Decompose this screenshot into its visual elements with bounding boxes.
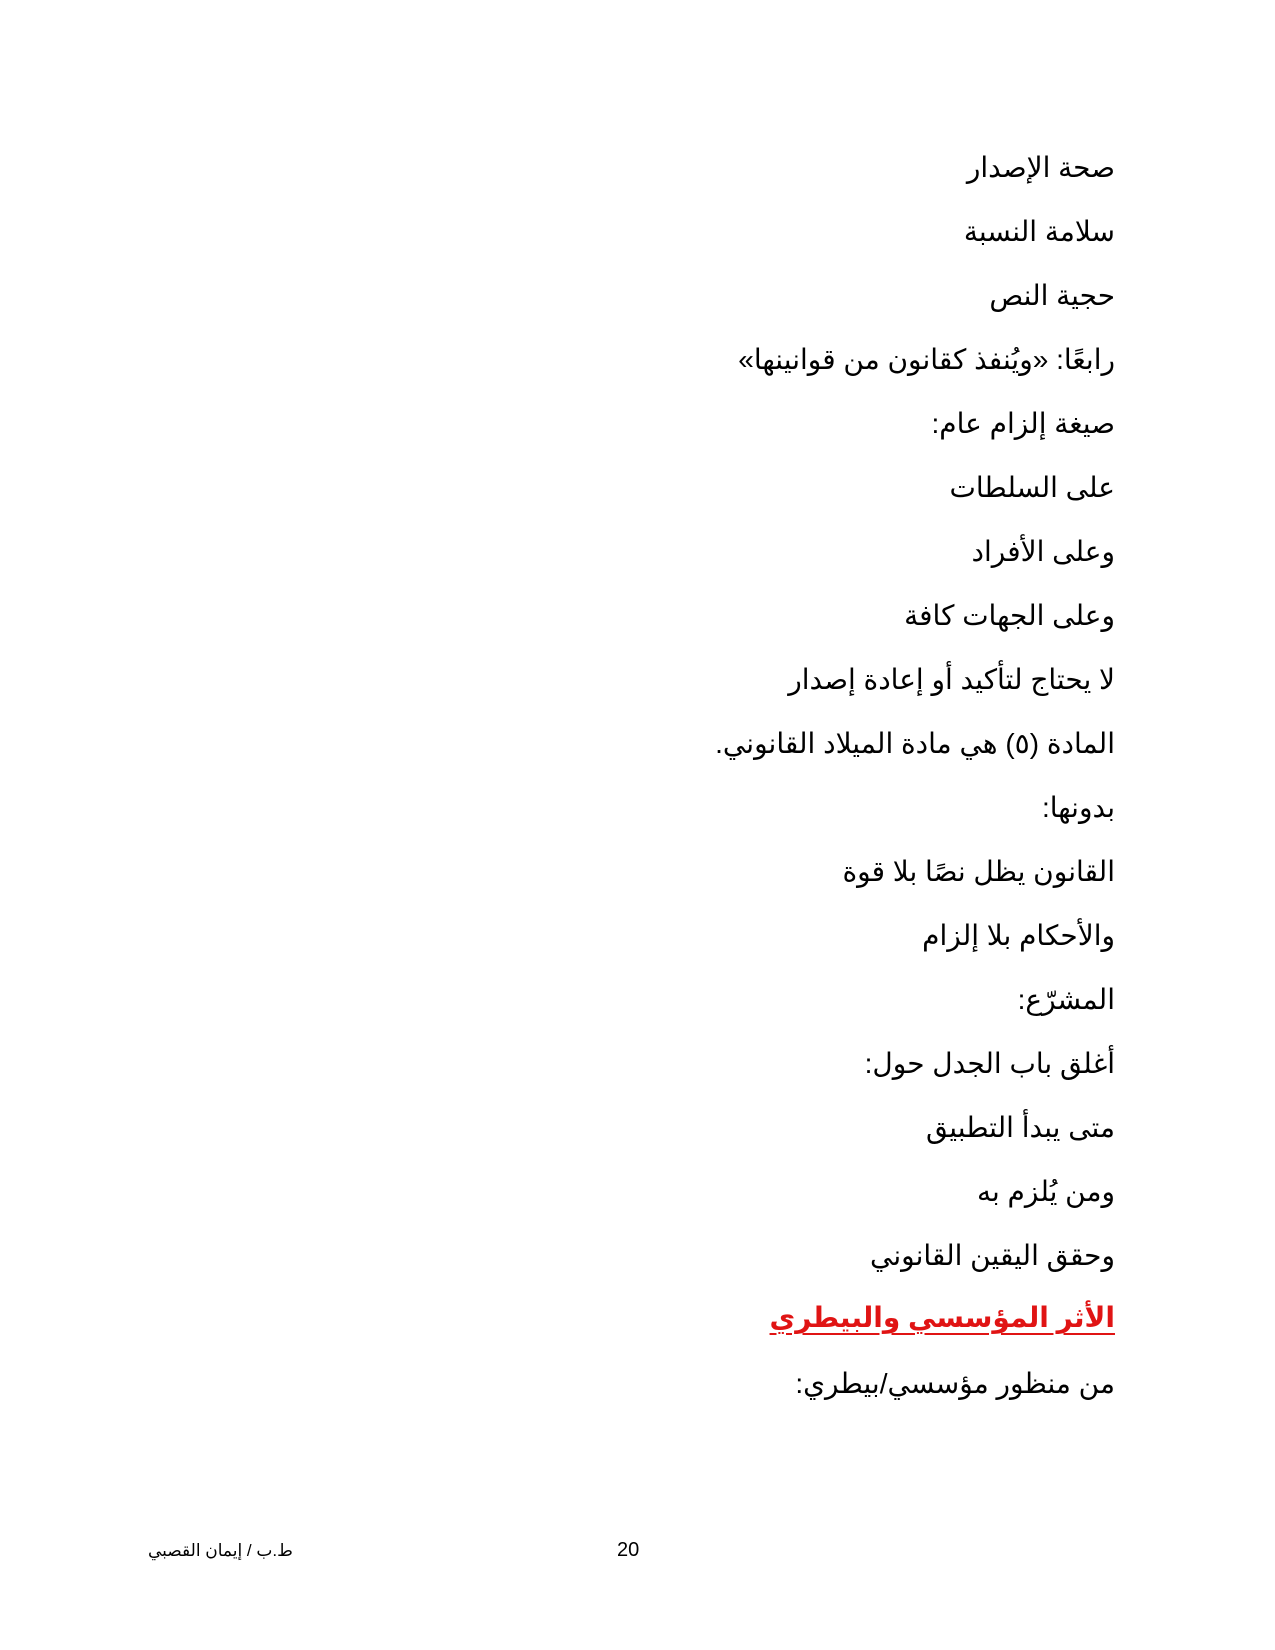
text-line: وعلى الجهات كافة xyxy=(904,600,1115,631)
text-line: حجية النص xyxy=(989,280,1115,311)
text-line: وحقق اليقين القانوني xyxy=(870,1240,1115,1271)
text-line: رابعًا: «ويُنفذ كقانون من قوانينها» xyxy=(738,344,1115,375)
footer-author: ط.ب / إيمان القصبي xyxy=(148,1541,293,1560)
text-line: بدونها: xyxy=(1041,792,1115,823)
text-line: وعلى الأفراد xyxy=(971,536,1115,567)
text-line: سلامة النسبة xyxy=(963,216,1115,247)
text-line: المادة (٥) هي مادة الميلاد القانوني. xyxy=(715,728,1115,759)
text-line: على السلطات xyxy=(949,472,1115,503)
text-line: أغلق باب الجدل حول: xyxy=(864,1048,1115,1079)
document-body xyxy=(600,0,1115,1650)
text-line: القانون يظل نصًا بلا قوة xyxy=(842,856,1115,887)
text-line: لا يحتاج لتأكيد أو إعادة إصدار xyxy=(788,664,1115,695)
text-line: صيغة إلزام عام: xyxy=(931,408,1115,439)
text-line: متى يبدأ التطبيق xyxy=(925,1112,1115,1143)
text-line: المشرّع: xyxy=(1017,984,1115,1015)
text-line: من منظور مؤسسي/بيطري: xyxy=(795,1368,1115,1399)
section-heading: الأثر المؤسسي والبيطري xyxy=(769,1302,1115,1333)
text-line: ومن يُلزم به xyxy=(976,1176,1115,1207)
page-number: 20 xyxy=(617,1539,640,1561)
text-line: والأحكام بلا إلزام xyxy=(922,920,1115,951)
text-line: صحة الإصدار xyxy=(966,152,1115,183)
